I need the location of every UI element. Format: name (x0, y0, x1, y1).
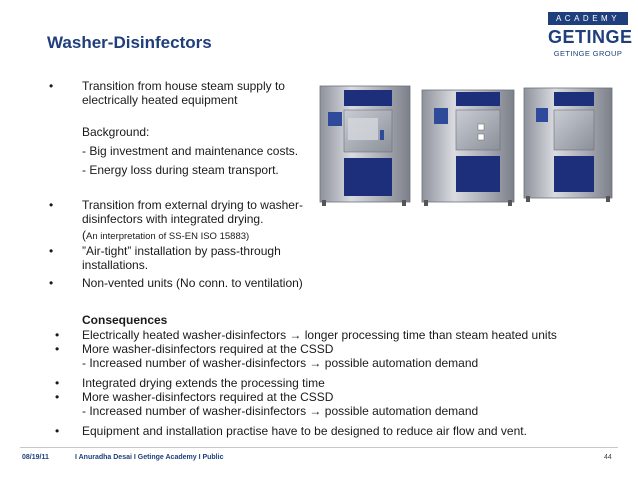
bullet-line: installations. (82, 258, 149, 272)
logo-brand: GETINGE (548, 27, 633, 47)
bullet-dot: • (49, 79, 54, 93)
consequences-heading: Consequences (82, 313, 168, 327)
consequence-item: More washer-disinfectors required at the CSSD (82, 390, 334, 404)
bullet-dot: • (49, 276, 54, 290)
bullet-dot: • (55, 342, 60, 356)
washer-disinfector-medium (422, 90, 514, 206)
logo-academy-bar: ACADEMY (548, 12, 628, 25)
bullet-text-airtight (82, 244, 281, 272)
washer-disinfector-large (320, 86, 410, 206)
bullet-dot: • (55, 390, 60, 404)
bullet-line: Transition from external drying to washer- (82, 198, 303, 212)
background-heading: Background: (82, 125, 150, 139)
bullet-dot: • (49, 198, 54, 212)
washer-disinfectors-image (318, 84, 618, 208)
standard-note (82, 228, 249, 244)
consequence-subitem: - Increased number of washer-disinfectors → possible automation demand (82, 356, 479, 370)
footer-date: 08/19/11 (22, 454, 49, 461)
bullet-dot: • (55, 376, 60, 390)
background-item: - Big investment and maintenance costs. (82, 144, 299, 158)
bullet-text-nonvented: Non-vented units (No conn. to ventilation) (82, 276, 303, 290)
bullet-dot: • (55, 328, 60, 342)
bullet-dot: • (55, 424, 60, 438)
bullet-line: ”Air-tight” installation by pass-through (82, 244, 281, 258)
note-paren: ( (82, 228, 86, 242)
washer-disinfector-small (524, 88, 612, 202)
background-item: - Energy loss during steam transport. (82, 163, 279, 177)
consequence-item: Electrically heated washer-disinfectors → longer processing time than steam heated units (82, 328, 557, 342)
footer-author: I Anuradha Desai I Getinge Academy I Public (75, 454, 224, 461)
footer-page-number: 44 (604, 454, 612, 461)
consequence-item: More washer-disinfectors required at the CSSD (82, 342, 334, 356)
slide-title: Washer-Disinfectors (47, 33, 212, 52)
bullet-text-drying (82, 198, 303, 226)
bullet-line: Transition from house steam supply to (82, 79, 285, 93)
bullet-text-steam (82, 79, 285, 107)
consequence-item: Equipment and installation practise have to be designed to reduce air flow and vent. (82, 424, 527, 438)
note-text: An interpretation of SS-EN ISO 15883) (86, 231, 250, 242)
footer-divider (20, 447, 618, 448)
bullet-line: disinfectors with integrated drying. (82, 212, 264, 226)
consequence-subitem: - Increased number of washer-disinfectors → possible automation demand (82, 404, 479, 418)
consequence-item: Integrated drying extends the processing time (82, 376, 325, 390)
logo-group: GETINGE GROUP (553, 49, 623, 58)
bullet-line: electrically heated equipment (82, 93, 238, 107)
bullet-dot: • (49, 244, 54, 258)
